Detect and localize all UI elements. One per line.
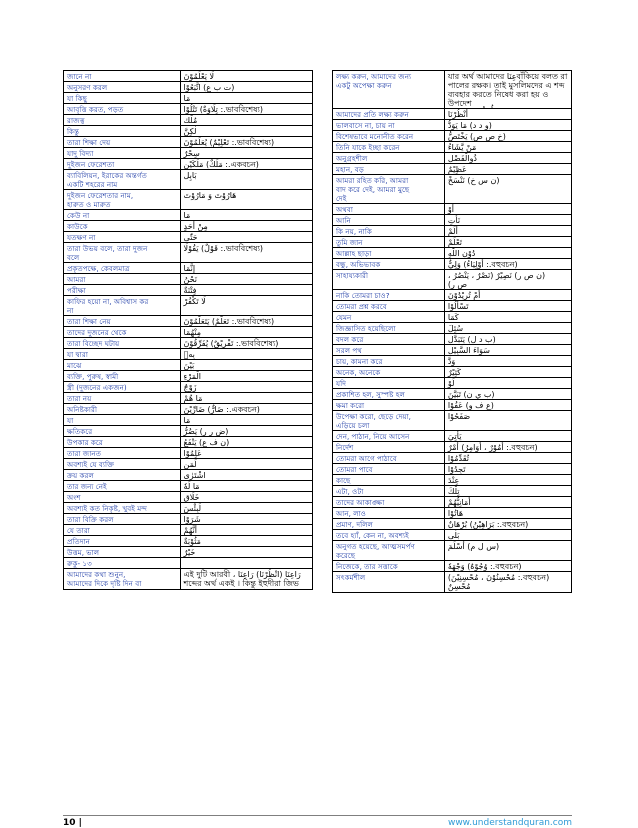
- vocab-row: [64, 316, 312, 327]
- bengali-meaning: অথবা: [333, 204, 445, 214]
- arabic-word: (ب ي ن) تَبَيَّنَ: [447, 390, 495, 399]
- vocab-row: [64, 404, 312, 415]
- vocab-row: [333, 475, 571, 486]
- arabic-word: (বহুবচন.: وُجُوْهٌ) وَجْهَهٗ: [447, 562, 522, 571]
- arabic-word: (বহুবচন.: بَرَاهِيْنُ) بُرْهَانٌ: [447, 520, 529, 529]
- bengali-meaning: আমাদের প্রতি লক্ষ্য করুন: [333, 109, 445, 119]
- arabic-word: خَلَاقٍ: [183, 493, 200, 502]
- bengali-meaning: প্রতিদান: [64, 536, 181, 546]
- vocab-row: [333, 464, 571, 475]
- vocab-row: [64, 232, 312, 243]
- bengali-meaning: নিজেকে, তার সত্তাকে: [333, 561, 445, 571]
- bengali-meaning: দেন, পাঠান, নিয়ে আসেন: [333, 431, 445, 441]
- arabic-word: أَمَانِيُّهُمْ: [447, 498, 471, 507]
- bengali-meaning: রুকু- ১৩: [64, 558, 181, 568]
- arabic-word: تَجِدُوْا: [447, 465, 466, 474]
- right-vocabulary-table: [332, 70, 572, 593]
- vocab-row: [333, 312, 571, 323]
- arabic-word: كَمَا: [447, 313, 459, 322]
- bengali-meaning: লক্ষ্য করুন, আমাদের জন্য একটু অপেক্ষা করুন: [333, 71, 445, 108]
- bengali-meaning: নির্দেশ: [333, 442, 445, 452]
- bengali-meaning: বদল করে: [333, 334, 445, 344]
- vocab-row: [64, 558, 312, 569]
- vocab-row: [333, 175, 571, 204]
- arabic-word: (ن ف ع) يَنْفَعُ: [183, 438, 230, 447]
- vocab-row: [64, 210, 312, 221]
- arabic-word: اشْتَرٰى: [183, 471, 206, 480]
- bengali-meaning: সরল পথ: [333, 345, 445, 355]
- vocab-row: [64, 82, 312, 93]
- arabic-word: [181, 558, 312, 568]
- bengali-meaning: এটা, ওটা: [333, 486, 445, 496]
- arabic-word: عِنْدَ: [447, 476, 460, 485]
- arabic-word: تَعْلَمْ: [447, 238, 462, 247]
- vocab-row: [333, 120, 571, 131]
- bengali-meaning: স্ত্রী (দুজনের একজন): [64, 382, 181, 392]
- vocab-row: [64, 170, 312, 190]
- bengali-meaning: জিজ্ঞাসিত হয়েছিলো: [333, 323, 445, 333]
- vocab-row: [64, 104, 312, 115]
- arabic-word: (ع ف و) عَفُوْا: [447, 401, 494, 410]
- vocab-row: [64, 415, 312, 426]
- arabic-word: نَحْنُ: [183, 275, 198, 284]
- bengali-meaning: তোমরা প্রশ্ন করবে: [333, 301, 445, 311]
- vocab-row: [333, 131, 571, 142]
- bengali-meaning: ক্রয় করল: [64, 470, 181, 480]
- arabic-word: لَبِئْسَ: [183, 504, 202, 513]
- bengali-meaning: তোমরা পাবে: [333, 464, 445, 474]
- bengali-meaning: অনুসরণ করল: [64, 82, 181, 92]
- arabic-word: بَابِل: [183, 171, 197, 180]
- vocab-row: [333, 378, 571, 389]
- vocab-row: [64, 327, 312, 338]
- arabic-word: مَا هُمْ: [183, 394, 203, 403]
- vocab-row: [64, 93, 312, 104]
- arabic-word: (বহুবচন.: أَوْلِيَاءُ) وَلِيٌّ: [447, 260, 518, 269]
- vocab-row: [64, 148, 312, 159]
- bengali-meaning: তাদের দুজনের থেকে: [64, 327, 181, 337]
- footer-divider: [63, 815, 572, 816]
- arabic-word: (و د د) مَا يَوَدُّ: [447, 121, 492, 130]
- arabic-word: (ب د ل) يَتَبَدَّلِ: [447, 335, 496, 344]
- vocab-row: [64, 115, 312, 126]
- arabic-word: كَثِيْرٌ: [447, 368, 461, 377]
- arabic-word: نَأْتِ: [447, 216, 461, 225]
- vocab-row: [64, 159, 312, 170]
- arabic-word: عَلِمُوْا: [183, 449, 202, 458]
- arabic-word: بَيْنَ: [183, 361, 195, 370]
- arabic-word: لَا يَعْلَمُوْنَ: [183, 72, 215, 81]
- vocab-row: [333, 486, 571, 497]
- arabic-word: ذُوالْفَضْلِ: [447, 154, 477, 163]
- arabic-word: (ভাববিশেষ্য.: تَفْرِيْقٌ) يُفَرِّقُوْنَ: [183, 339, 279, 348]
- vocab-row: [333, 153, 571, 164]
- vocab-row: [64, 481, 312, 492]
- bengali-meaning: চায়, কামনা করে: [333, 356, 445, 366]
- vocab-row: [64, 285, 312, 296]
- bengali-meaning: অনুগ্রহশীল: [333, 153, 445, 163]
- bengali-meaning: যেমন: [333, 312, 445, 322]
- arabic-word: বাঁকিয়ে বলত রাعِنَا যার অর্থ আমাদের পালের রক্ষক। তাই মুসলিমদের এ শব্দ ব্যবহার করতে নিষেধ করা হয় ও উপদেশ: [447, 72, 568, 108]
- vocab-row: [333, 237, 571, 248]
- vocab-row: [333, 508, 571, 519]
- bengali-meaning: তারা নয়: [64, 393, 181, 403]
- vocab-row: [333, 323, 571, 334]
- arabic-word: مَثُوْبَةٌ: [183, 537, 201, 546]
- arabic-word: لَوْ: [447, 379, 455, 388]
- bengali-meaning: ব্যক্তি, পুরুষ, স্বামী: [64, 371, 181, 381]
- bengali-meaning: যা দ্বারা: [64, 349, 181, 359]
- bengali-meaning: কাফির হয়ো না, অবিশ্বাস কর না: [64, 296, 181, 315]
- vocab-row: [64, 536, 312, 547]
- arabic-word: أَنَّهُمْ: [183, 526, 198, 535]
- bengali-meaning: অনিষ্টকারী: [64, 404, 181, 414]
- bengali-meaning: আন, লাও: [333, 508, 445, 518]
- vocab-row: [333, 541, 571, 561]
- arabic-word: مِنْهُمَا: [183, 328, 201, 337]
- vocab-row: [333, 453, 571, 464]
- left-vocabulary-table: [63, 70, 313, 590]
- vocab-row: [333, 215, 571, 226]
- arabic-word: عَظِيْمٌ: [447, 165, 467, 174]
- bengali-meaning: তারা উভয় বলে, তারা দুজন বলে: [64, 243, 181, 262]
- bengali-meaning: বিশেষভাবে মনোনীত করেন: [333, 131, 445, 141]
- bengali-meaning: রাজত্ব: [64, 115, 181, 125]
- arabic-word: (ভাববিশেষ্য.: تَعْلِيْمٌ) يُعَلِّمُوْنَ: [183, 138, 275, 147]
- bengali-meaning: আমাদের কথা শুনুন, আমাদের দিকে দৃষ্টি দিন বা: [64, 569, 181, 589]
- vocab-row: [333, 301, 571, 312]
- bengali-meaning: প্রকৃতপক্ষে, কেবলমাত্র: [64, 263, 181, 273]
- page-number: 10 |: [63, 818, 82, 828]
- arabic-word: تَسْأَلُوْا: [447, 302, 469, 311]
- bengali-meaning: উপেক্ষা করো, ছেড়ে দেয়া, এড়িয়ে চলা: [333, 411, 445, 430]
- bengali-meaning: তারা শিক্ষা দেয়: [64, 137, 181, 147]
- arabic-word: (ت ب ع) اتَّبَعُوْا: [183, 83, 235, 92]
- bengali-meaning: ক্ষতিকরে: [64, 426, 181, 436]
- vocab-row: [64, 514, 312, 525]
- bengali-meaning: সৎকর্মশীল: [333, 572, 445, 592]
- arabic-word: هَاتُوْا: [447, 509, 464, 518]
- arabic-word: مَا لَهٗ: [183, 482, 200, 491]
- bengali-meaning: উত্তম, ভাল: [64, 547, 181, 557]
- bengali-meaning: কিন্তু: [64, 126, 181, 136]
- vocab-row: [64, 448, 312, 459]
- arabic-word: لَمَنِ: [183, 460, 197, 469]
- bengali-meaning: সাহায্যকারী: [333, 270, 445, 289]
- bengali-meaning: যা কিছু: [64, 93, 181, 103]
- arabic-word: أَلَمْ: [447, 227, 458, 236]
- arabic-word: سَوَاءَ السَّبِيْلِ: [447, 346, 490, 355]
- vocab-row: [333, 572, 571, 592]
- arabic-word: تُقَدِّمُوْا: [447, 454, 469, 463]
- arabic-word: هَارُوْتَ وَ مَارُوْتَ: [183, 191, 237, 200]
- arabic-word: أَمْ تُرِيْدُوْنَ: [447, 291, 481, 300]
- vocab-row: [64, 137, 312, 148]
- arabic-word: مُلْك: [183, 116, 198, 125]
- vocab-row: [333, 259, 571, 270]
- arabic-word: (ভাববিশেষ্য.: تَعَلُّمٌ) يَتَعَلَّمُوْنَ: [183, 317, 275, 326]
- arabic-word: (ভাববিশেষ্য.: قَوْلٌ) يَقُوْلَا: [183, 244, 264, 253]
- arabic-word: زَوْجٌ: [183, 383, 197, 392]
- arabic-word: يَأْتِيَ: [447, 432, 462, 441]
- arabic-word: (একবচন.: مَلَكٌ) مَلَكَيْنِ: [183, 160, 259, 169]
- vocab-row: [64, 71, 312, 82]
- arabic-word: (বহুবচন.: مُحْسِنُوْنَ ، مُحْسِنِيْنَ) مُحْسِنٌ: [447, 573, 550, 591]
- arabic-word: أُنْظُرْنَا: [447, 110, 468, 119]
- vocab-row: [333, 356, 571, 367]
- vocab-row: [333, 561, 571, 572]
- vocab-row: [64, 371, 312, 382]
- vocab-row: [64, 190, 312, 210]
- bengali-meaning: তোমরা আগে পাঠাবে: [333, 453, 445, 463]
- bengali-meaning: অবশ্যই যে ব্যক্তি: [64, 459, 181, 469]
- arabic-word: (ن ص ر) نَصِيْرٌ (نَصْرٌ ، يَنْصُرُ ، ص ر): [447, 271, 546, 289]
- vocab-row: [64, 547, 312, 558]
- bengali-meaning: তারা বিচ্ছেদ ঘটায়: [64, 338, 181, 348]
- bengali-meaning: অনুগত হয়েছে, আত্মসমর্পণ করেছে: [333, 541, 445, 560]
- arabic-word: مَا: [183, 416, 191, 425]
- arabic-word: مِنْ أَحَدٍ: [183, 222, 208, 231]
- bengali-meaning: তবে হ্যাঁ, কেন না, অবশ্যই: [333, 530, 445, 540]
- vocab-row: [64, 569, 312, 589]
- arabic-word: وَدَّ: [447, 357, 456, 366]
- bengali-meaning: দুইজন ফেরেশতা: [64, 159, 181, 169]
- bengali-meaning: পরীক্ষা: [64, 285, 181, 295]
- bengali-meaning: দুইজন ফেরেশতার নাম, হারুত ও মারুত: [64, 190, 181, 209]
- arabic-word: بِهٖ: [183, 350, 195, 359]
- vocab-row: [64, 221, 312, 232]
- arabic-word: حَتّٰى: [183, 233, 198, 242]
- bengali-meaning: ক্ষমা করো: [333, 400, 445, 410]
- bengali-meaning: অংশ: [64, 492, 181, 502]
- bengali-meaning: যতক্ষণ না: [64, 232, 181, 242]
- vocab-row: [64, 360, 312, 371]
- vocab-row: [64, 349, 312, 360]
- arabic-word: فِتْنَةٌ: [183, 286, 197, 295]
- bengali-meaning: কি নয়, নাকি: [333, 226, 445, 236]
- bengali-meaning: অবশ্যই কত নিকৃষ্ট, খুবই মন্দ: [64, 503, 181, 513]
- vocab-row: [333, 290, 571, 301]
- arabic-word: إِنَّمَا: [183, 264, 196, 273]
- arabic-word: صَفَحُوْا: [447, 412, 471, 421]
- vocab-row: [333, 389, 571, 400]
- vocab-row: [64, 426, 312, 437]
- vocab-row: [333, 530, 571, 541]
- vocab-row: [64, 525, 312, 536]
- vocab-row: [64, 382, 312, 393]
- vocab-row: [64, 263, 312, 274]
- bengali-meaning: অনেক, অনেকে: [333, 367, 445, 377]
- vocab-row: [333, 226, 571, 237]
- vocab-row: [333, 248, 571, 259]
- bengali-meaning: আমরা রহিত করি, আমরা বাদ করে দেই, আমরা মুছে দেই: [333, 175, 445, 203]
- arabic-word: (ن س خ) نَنْسَخْ: [447, 176, 500, 185]
- bengali-meaning: যে তারা: [64, 525, 181, 535]
- vocab-row: [333, 442, 571, 453]
- vocab-row: [64, 459, 312, 470]
- arabic-word: خَيْرٌ: [183, 548, 196, 557]
- vocab-row: [64, 503, 312, 514]
- bengali-meaning: নাকি তোমরা চাও?: [333, 290, 445, 300]
- website-link[interactable]: www.understandquran.com: [447, 818, 572, 828]
- arabic-word: شَرَوْا: [183, 515, 201, 524]
- vocab-row: [64, 296, 312, 316]
- bengali-meaning: বন্ধু, অভিভাবক: [333, 259, 445, 269]
- vocab-row: [333, 497, 571, 508]
- vocab-row: [333, 367, 571, 378]
- bengali-meaning: তারা জানত: [64, 448, 181, 458]
- vocab-row: [333, 400, 571, 411]
- arabic-word: (س ل م) أَسْلَمَ: [447, 542, 500, 551]
- arabic-word: مَا: [183, 94, 191, 103]
- vocab-row: [333, 204, 571, 215]
- bengali-meaning: তার জন্য নেই: [64, 481, 181, 491]
- vocab-row: [333, 334, 571, 345]
- vocab-row: [333, 109, 571, 120]
- bengali-meaning: কাছে: [333, 475, 445, 485]
- bengali-meaning: ব্যাবিলিয়ন, ইরাকের অন্তর্গত একটি শহরের নাম: [64, 170, 181, 189]
- arabic-word: لٰكِنَّ: [183, 127, 197, 136]
- bengali-meaning: আবৃত্তি করত, পড়ত: [64, 104, 181, 114]
- vocab-row: [64, 492, 312, 503]
- arabic-word: سُئِلَ: [447, 324, 464, 333]
- bengali-meaning: তারা শিক্ষা নেয়: [64, 316, 181, 326]
- bengali-meaning: কেউ না: [64, 210, 181, 220]
- arabic-word: سِحْرٌ: [183, 149, 200, 158]
- vocab-row: [64, 243, 312, 263]
- bengali-meaning: আমরা: [64, 274, 181, 284]
- arabic-word: مَا: [183, 211, 191, 220]
- arabic-word: (একবচন.: ضَارٌّ) ضَارِّيْنَ: [183, 405, 260, 414]
- bengali-meaning: কাউকে: [64, 221, 181, 231]
- bengali-meaning: মাঝে: [64, 360, 181, 370]
- arabic-word: مَنْ يَّشَاءُ: [447, 143, 477, 152]
- bengali-meaning: আল্লাহ ছাড়া: [333, 248, 445, 258]
- bengali-meaning: প্রমাণ, দলিল: [333, 519, 445, 529]
- bengali-meaning: তারা বিক্রি করল: [64, 514, 181, 524]
- arabic-word: تِلْكَ: [447, 487, 460, 496]
- vocab-row: [64, 126, 312, 137]
- bengali-meaning: মহান, বড়: [333, 164, 445, 174]
- bengali-meaning: তাদের আকাঙ্ক্ষা: [333, 497, 445, 507]
- vocab-row: [64, 437, 312, 448]
- vocab-row: [333, 411, 571, 431]
- arabic-word: (ض ر ر) يَضُرُّ: [183, 427, 229, 436]
- arabic-word: (ভাববিশেষ্য.: تِلَاوَةٌ) تَتْلُوْا: [183, 105, 263, 114]
- arabic-word: دُوْنِ اللّٰهِ: [447, 249, 476, 258]
- bengali-meaning: তিনি যাকে ইচ্ছা করেন: [333, 142, 445, 152]
- bengali-meaning: উপকার করে: [64, 437, 181, 447]
- bengali-meaning: প্রকাশিত হল, সুস্পষ্ট হল: [333, 389, 445, 399]
- vocab-row: [333, 431, 571, 442]
- bengali-meaning: যাদু বিদ্যা: [64, 148, 181, 158]
- vocab-row: [333, 71, 571, 109]
- arabic-word: الْمَرْءِ: [183, 372, 202, 381]
- vocab-row: [333, 142, 571, 153]
- vocab-row: [64, 338, 312, 349]
- vocab-row: [64, 393, 312, 404]
- bengali-meaning: ভালবাসে না, চায় না: [333, 120, 445, 130]
- vocab-row: [64, 274, 312, 285]
- vocab-row: [333, 519, 571, 530]
- vocab-row: [333, 345, 571, 356]
- arabic-word: (বহুবচন.: أُمُوْرٌ ، أَوَامِرُ) أَمْرٌ: [447, 443, 538, 452]
- arabic-word: لَا تَكْفُرْ: [183, 297, 206, 306]
- vocab-row: [333, 164, 571, 175]
- vocab-row: [333, 270, 571, 290]
- arabic-word: أَوْ: [447, 205, 454, 214]
- vocab-row: [64, 470, 312, 481]
- arabic-word: بَلٰى: [447, 531, 460, 540]
- bengali-meaning: যা: [64, 415, 181, 425]
- bengali-meaning: তুমি জান: [333, 237, 445, 247]
- bengali-meaning: যদি: [333, 378, 445, 388]
- arabic-word: رَاعِنَا (انْظُرْنَا) رَاعِنَا ، এই দুটি আরবী শব্দের অর্থ একই । কিন্তু ইহুদীরা জিভ: [183, 570, 301, 588]
- arabic-word: (خ ص ص) يَخْتَصُّ: [447, 132, 506, 141]
- bengali-meaning: আনি: [333, 215, 445, 225]
- bengali-meaning: জানে না: [64, 71, 181, 81]
